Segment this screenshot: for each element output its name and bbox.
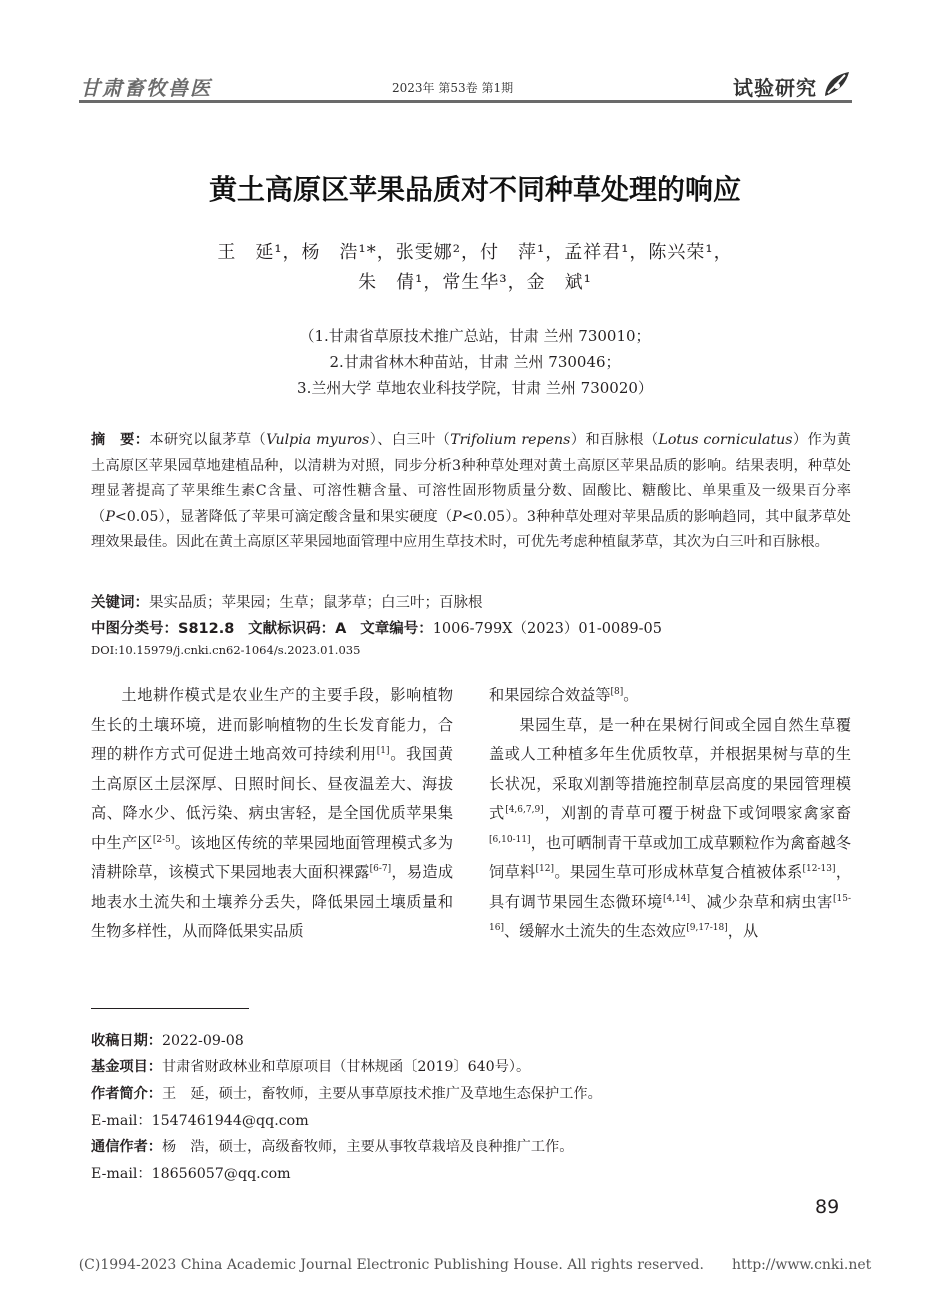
keywords-label: 关键词： (91, 595, 149, 611)
citation: [9,17-18] (686, 922, 728, 933)
page-number: 89 (815, 1196, 840, 1218)
abstract-text: ）、白三叶（ (369, 432, 451, 448)
corr-value: 杨 浩，硕士，高级畜牧师，主要从事牧草栽培及良种推广工作。 (161, 1139, 574, 1155)
journal-name: 甘肃畜牧兽医 (80, 76, 212, 100)
body-text: 、缓解水土流失的生态效应 (503, 922, 687, 940)
abstract-text: 本研究以鼠茅草（ (149, 432, 267, 448)
citation: [15-16] (489, 893, 852, 933)
abstract-text: <0.05）。3种种草处理对苹果品质的影响趋同，其中鼠茅草处理效果最佳。因此在黄土高原区苹果园地面管理中应用生草技术时，可优先考虑种植鼠茅草，其次为白三叶和百脉根。 (91, 508, 851, 550)
body-text: 土地耕作模式是农业生产的主要手段，影响植物生长的土壤环境，进而影响植物的生长发育能力，合理的耕作方式可促进土地高效可持续利用 (91, 686, 453, 763)
issue-info: 2023年 第53卷 第1期 (392, 81, 514, 95)
p-value-symbol: P (105, 508, 115, 525)
body-text: 。我国黄土高原区土层深厚、日照时间长、昼夜温差大、海拔高、降水少、低污染、病虫害轻，是全国优质苹果集中生产区 (91, 745, 453, 852)
citation: [4,6,7,9] (505, 804, 544, 815)
body-text: 。该地区传统的苹果园地面管理模式多为清耕除草，该模式下果园地表大面积裸露 (91, 833, 453, 881)
citation: [8] (610, 686, 624, 697)
author-email: E-mail：1547461944@qq.com (91, 1113, 309, 1129)
author-bio-label: 作者简介： (91, 1086, 162, 1102)
author-bio (91, 1083, 602, 1103)
citation: [1] (376, 745, 390, 756)
abstract-text: ）作为黄土高原区苹果园草地建植品种，以清耕为对照，同步分析3种种草处理对黄土高原区苹果品质的影响。结果表明，种草处理显著提高了苹果维生素C含量、可溶性糖含量、可溶性固形物质量分数、固酸比、糖酸比、单果重及一级果百分率（ (91, 432, 851, 525)
doi: DOI:10.15979/j.cnki.cn62-1064/s.2023.01.035 (91, 643, 361, 657)
doc-code-value: A (335, 621, 347, 637)
article-title: 黄土高原区苹果品质对不同种草处理的响应 (208, 173, 741, 206)
fund-value: 甘肃省财政林业和草原项目（甘林规函〔2019〕640号）。 (161, 1059, 531, 1075)
header-rule (79, 100, 852, 103)
citation: [6,10-11] (489, 834, 531, 845)
affiliation-3: 3.兰州大学 草地农业科技学院，甘肃 兰州 730020） (297, 379, 653, 397)
footnote-rule (91, 1008, 249, 1009)
body-paragraph (489, 711, 851, 947)
section-label: 试验研究 (733, 76, 817, 100)
species-name: Vulpia myuros (266, 432, 370, 448)
abstract (91, 428, 851, 556)
body-text: ，刈割的青草可覆于树盘下或饲喂家禽家畜 (543, 804, 852, 822)
body-text: ，也可晒制青干草或加工成草颗粒作为禽畜越冬饲草料 (489, 833, 851, 881)
copyright-notice: (C)1994-2023 China Academic Journal Electronic Publishing House. All rights reserved. http://www.cnki.net (78, 1257, 872, 1273)
abstract-text: <0.05），显著降低了苹果可滴定酸含量和果实硬度（ (114, 508, 453, 525)
doc-code-label: 文献标识码： (248, 621, 336, 637)
body-left-column (91, 681, 453, 947)
body-text: ，易造成地表水土流失和土壤养分丢失，降低果园土壤质量和生物多样性，从而降低果实品质 (91, 863, 453, 940)
article-no-label: 文章编号： (360, 621, 433, 637)
body-text: 。 (623, 686, 639, 704)
leaf-logo-icon (822, 69, 852, 99)
body-text: 、减少杂草和病虫害 (690, 892, 833, 911)
clc-value: S812.8 (178, 621, 235, 637)
article-no-value: 1006-799X（2023）01-0089-05 (432, 621, 663, 637)
affiliation-1: （1.甘肃省草原技术推广总站，甘肃 兰州 730010； (299, 327, 651, 345)
corresponding-email: E-mail：18656057@qq.com (91, 1166, 291, 1182)
species-name: Trifolium repens (450, 432, 571, 448)
citation: [4,14] (662, 893, 691, 904)
keywords-text: 果实品质；苹果园；生草；鼠茅草；白三叶；百脉根 (149, 595, 483, 611)
fund-label: 基金项目： (91, 1059, 162, 1075)
corresponding-author (91, 1136, 573, 1156)
fund-project (91, 1056, 530, 1076)
citation: [12-13] (802, 863, 836, 874)
affiliation-2: 2.甘肃省林木种苗站，甘肃 兰州 730046； (329, 353, 621, 371)
abstract-label: 摘 要： (91, 432, 150, 448)
author-bio-value: 王 延，硕士，畜牧师，主要从事草原技术推广及草地生态保护工作。 (161, 1086, 602, 1102)
body-text: ，从 (727, 922, 759, 940)
body-right-column (489, 681, 851, 947)
keywords (91, 591, 483, 612)
p-value-symbol: P (452, 508, 462, 525)
citation: [2-5] (152, 834, 175, 845)
body-paragraph (91, 681, 453, 947)
body-text: 果园生草，是一种在果树行间或全园自然生草覆盖或人工种植多年生优质牧草，并根据果树与草的生长状况，采取刈割等措施控制草层高度的果园管理模式 (489, 715, 851, 822)
received-date (91, 1030, 244, 1050)
body-text: 。果园生草可形成林草复合植被体系 (554, 863, 803, 881)
species-name: Lotus corniculatus (658, 432, 793, 448)
classification-line (91, 617, 662, 638)
citation: [12] (535, 863, 555, 874)
authors-line-1: 王 延¹，杨 浩¹*，张雯娜²，付 萍¹，孟祥君¹，陈兴荣¹， (217, 242, 733, 263)
authors-line-2: 朱 倩¹，常生华³，金 斌¹ (358, 272, 592, 293)
abstract-text: ）和百脉根（ (570, 432, 659, 448)
body-text: 和果园综合效益等 (489, 686, 611, 704)
corr-label: 通信作者： (91, 1139, 162, 1155)
clc-label: 中图分类号： (91, 621, 178, 637)
received-value: 2022-09-08 (161, 1033, 244, 1049)
body-text: ，具有调节果园生态微环境 (489, 863, 852, 911)
received-label: 收稿日期： (91, 1033, 162, 1049)
body-paragraph (489, 681, 851, 711)
citation: [6-7] (369, 863, 392, 874)
